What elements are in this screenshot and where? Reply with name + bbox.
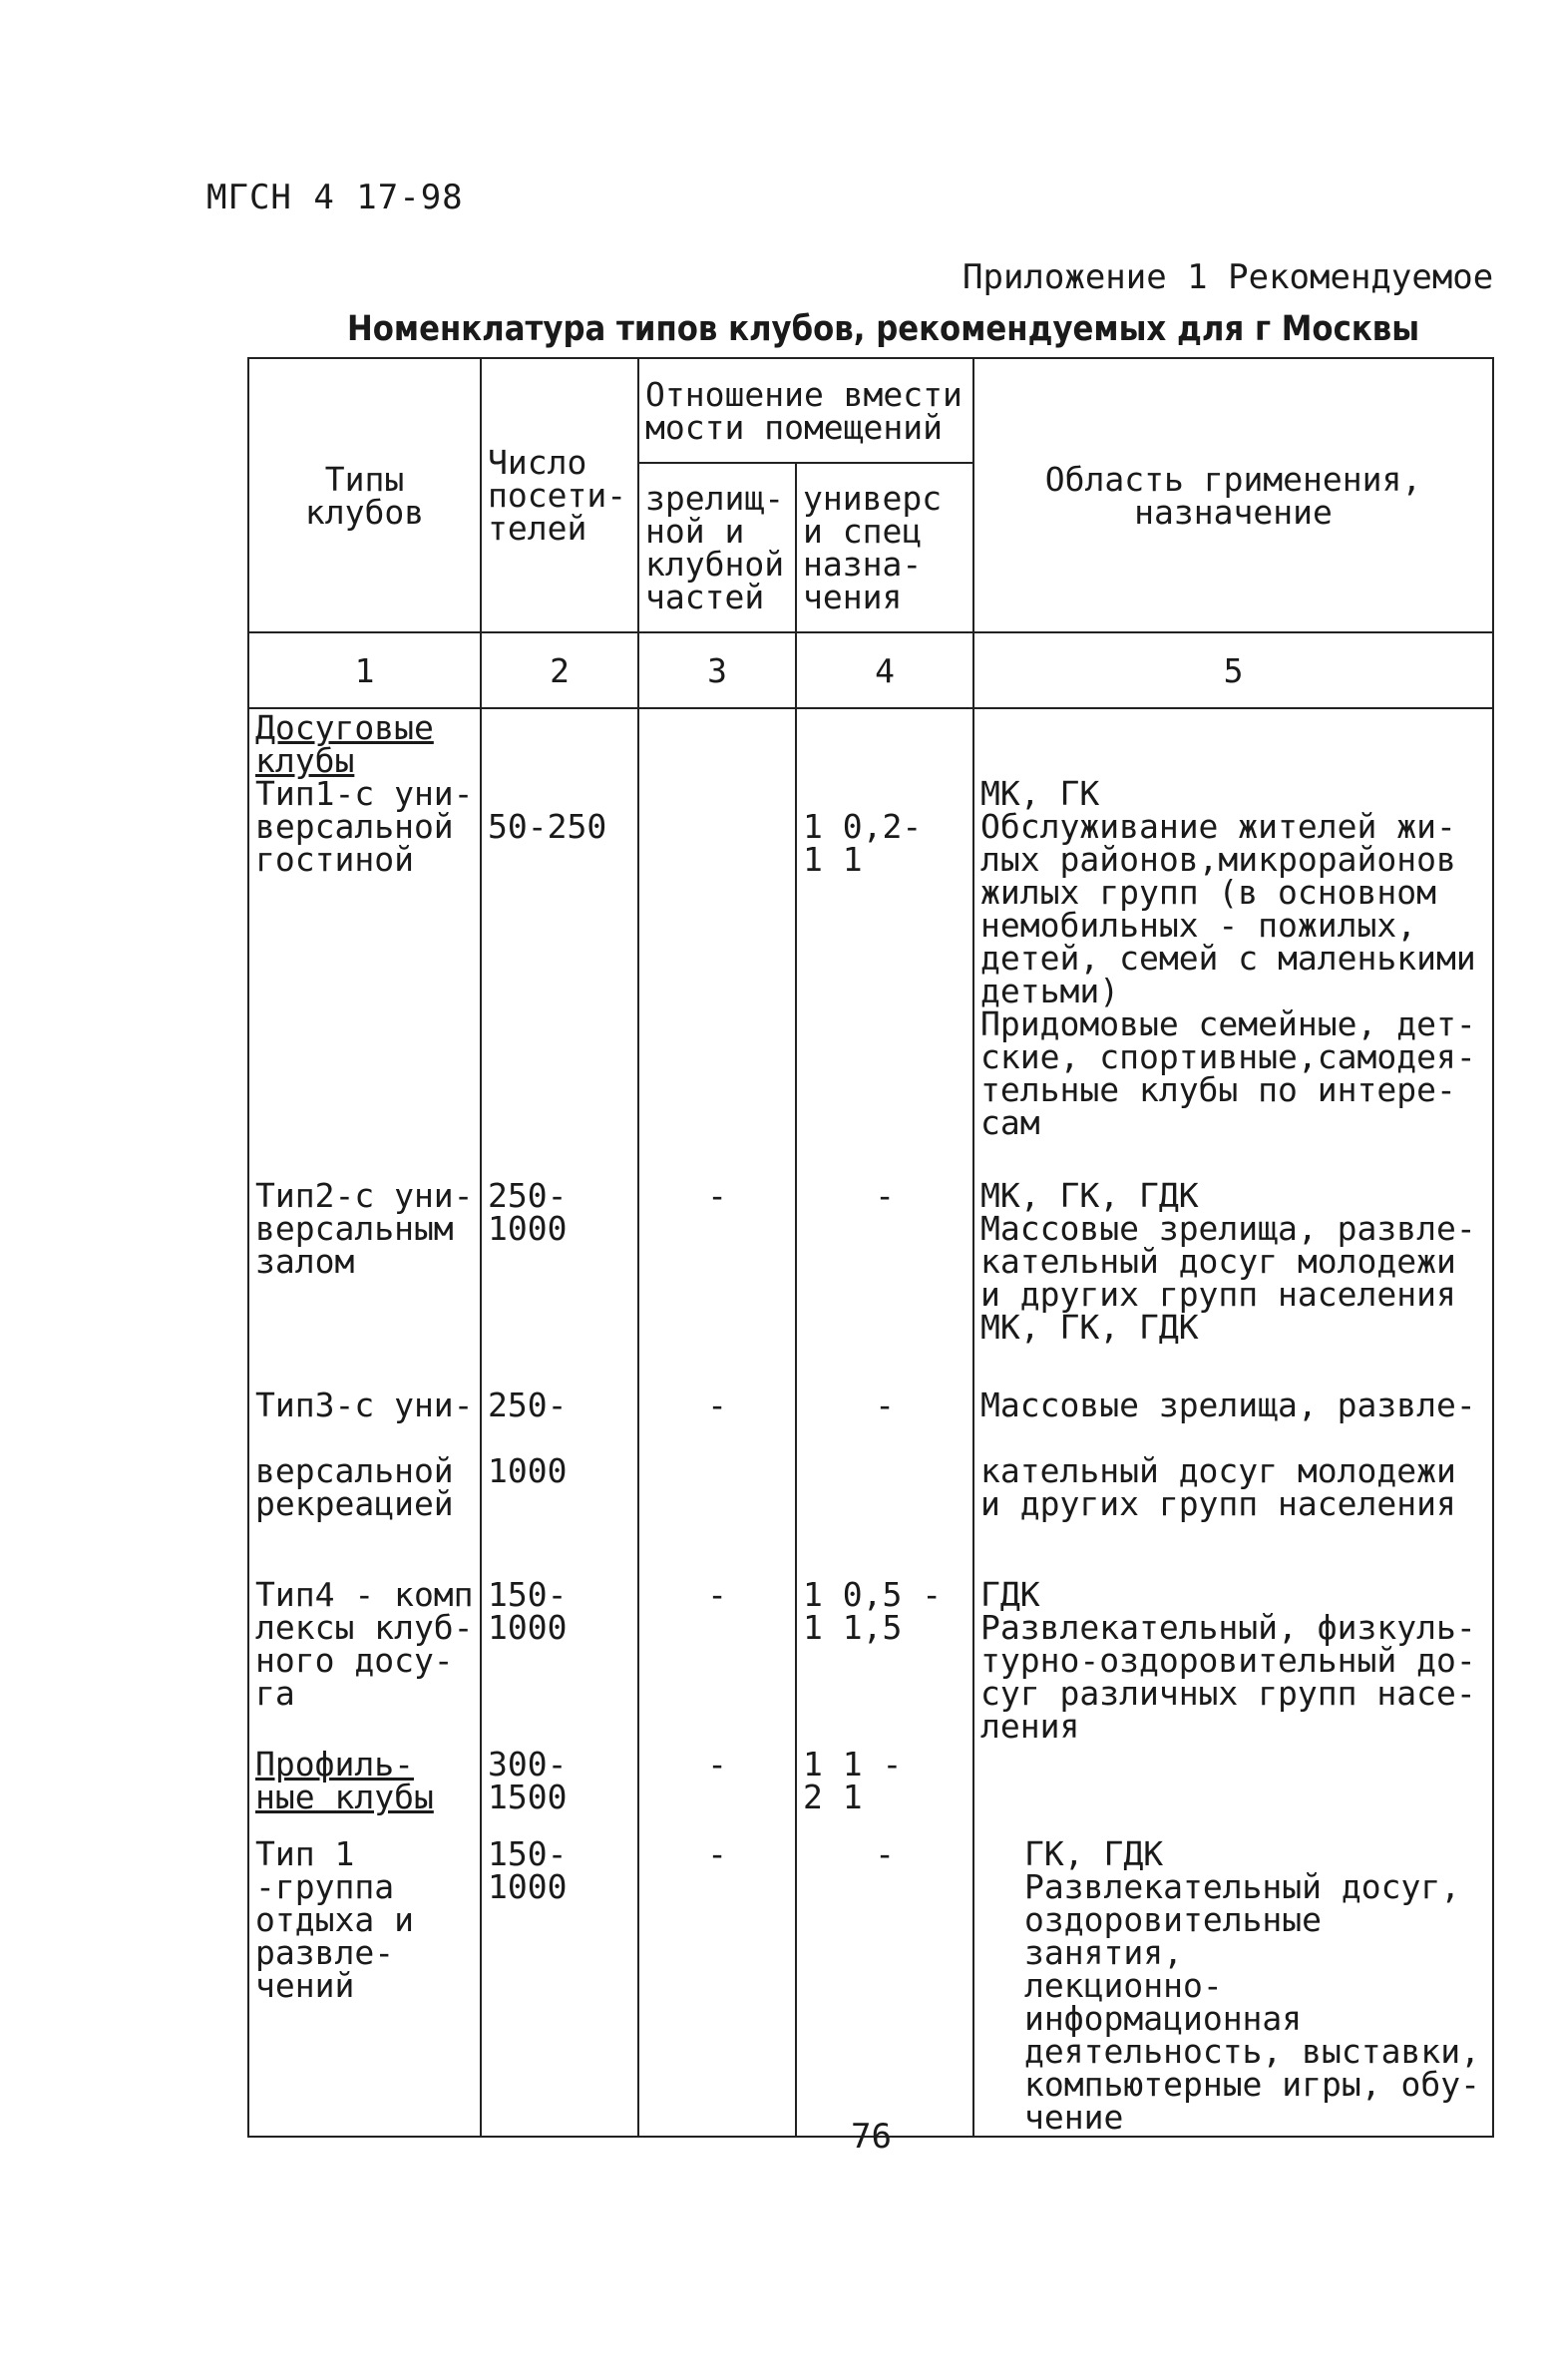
- spectacle-ratio-cell: -: [638, 1177, 796, 1387]
- universal-ratio-cell: 1 1 - 2 1: [796, 1746, 973, 1835]
- club-type-cell: [248, 1746, 481, 1835]
- col-number-2: 2: [481, 632, 638, 708]
- club-type: Тип1-с уни- версальной гостиной: [255, 774, 474, 879]
- spectacle-ratio-cell: -: [638, 1746, 796, 1835]
- universal-ratio-cell: -: [796, 1177, 973, 1387]
- page-number: 76: [851, 2117, 892, 2157]
- table-row: [248, 1177, 1493, 1387]
- table-title: Номенклатура типов клубов, рекомендуемых для г Москвы: [347, 309, 1420, 349]
- spectacle-ratio-cell: -: [638, 1387, 796, 1576]
- area-cell: МК, ГК Обслуживание жителей жи- лых районов,микрорайонов жилых групп (в основном немобильных - пожилых, детей, семей с маленькими детьми) Придомовые семейные, дет- ские, спортивные,самодея- тельные клубы по интере- сам: [973, 708, 1493, 1177]
- header-visitors: Число посети- телей: [481, 358, 638, 632]
- universal-ratio-cell: -: [796, 1835, 973, 2137]
- column-number-row: [248, 632, 1493, 708]
- table-row: [248, 708, 1493, 1177]
- area-cell: ГДК Развлекательный, физкуль- турно-оздоровительный до- суг различных групп насе- ления: [973, 1576, 1493, 1746]
- header-club-types: Типы клубов: [248, 358, 481, 632]
- visitors-cell: 300- 1500: [481, 1746, 638, 1835]
- header-universal-part: универс и спец назна- чения: [796, 463, 973, 632]
- area-cell: Массовые зрелища, развле- кательный досуг молодежи и других групп населения: [973, 1387, 1493, 1576]
- visitors-cell: 250- 1000: [481, 1387, 638, 1576]
- appendix-status: Рекомендуемое: [1228, 257, 1494, 297]
- group-heading: Досуговые клубы: [255, 708, 434, 780]
- table-row: [248, 1576, 1493, 1746]
- area-cell: [973, 1746, 1493, 1835]
- nomenclature-table: [247, 357, 1494, 2138]
- visitors-cell: 150- 1000: [481, 1576, 638, 1746]
- visitors-cell: 150- 1000: [481, 1835, 638, 2137]
- club-type-cell: Тип3-с уни- версальной рекреацией: [248, 1387, 481, 1576]
- col-number-4: 4: [796, 632, 973, 708]
- header-capacity-ratio: Отношение вмести мости помещений: [638, 358, 973, 463]
- universal-ratio-cell: 1 0,5 - 1 1,5: [796, 1576, 973, 1746]
- visitors-cell: 50-250: [481, 708, 638, 1177]
- spectacle-ratio-cell: -: [638, 1835, 796, 2137]
- club-type-cell: Тип 1 -группа отдыха и развле- чений: [248, 1835, 481, 2137]
- group-heading: Профиль- ные клубы: [255, 1745, 434, 1816]
- club-type-cell: Тип2-с уни- версальным залом: [248, 1177, 481, 1387]
- universal-ratio-cell: -: [796, 1387, 973, 1576]
- area-cell: ГК, ГДК Развлекательный досуг, оздоровительные занятия, лекционно-информационная деятельность, выставки, компьютерные игры, обу- чение: [973, 1835, 1493, 2137]
- col-number-3: 3: [638, 632, 796, 708]
- table-row: [248, 1835, 1493, 2137]
- spectacle-ratio-cell: [638, 708, 796, 1177]
- area-cell: МК, ГК, ГДК Массовые зрелища, развле- кательный досуг молодежи и других групп населения МК, ГК, ГДК: [973, 1177, 1493, 1387]
- visitors-cell: 250- 1000: [481, 1177, 638, 1387]
- document-code: МГСН 4 17-98: [206, 178, 464, 217]
- club-type-cell: [248, 708, 481, 1177]
- appendix-label: [963, 257, 1493, 297]
- col-number-5: 5: [973, 632, 1493, 708]
- header-area: Область гримeнения, назначение: [973, 358, 1493, 632]
- table-row: [248, 1387, 1493, 1576]
- club-type-cell: Тип4 - комп лексы клуб- ного досу- га: [248, 1576, 481, 1746]
- table-row: [248, 1746, 1493, 1835]
- col-number-1: 1: [248, 632, 481, 708]
- appendix-number: Приложение 1: [963, 257, 1208, 297]
- spectacle-ratio-cell: -: [638, 1576, 796, 1746]
- universal-ratio-cell: 1 0,2- 1 1: [796, 708, 973, 1177]
- header-spectacle-part: зрелищ- ной и клубной частей: [638, 463, 796, 632]
